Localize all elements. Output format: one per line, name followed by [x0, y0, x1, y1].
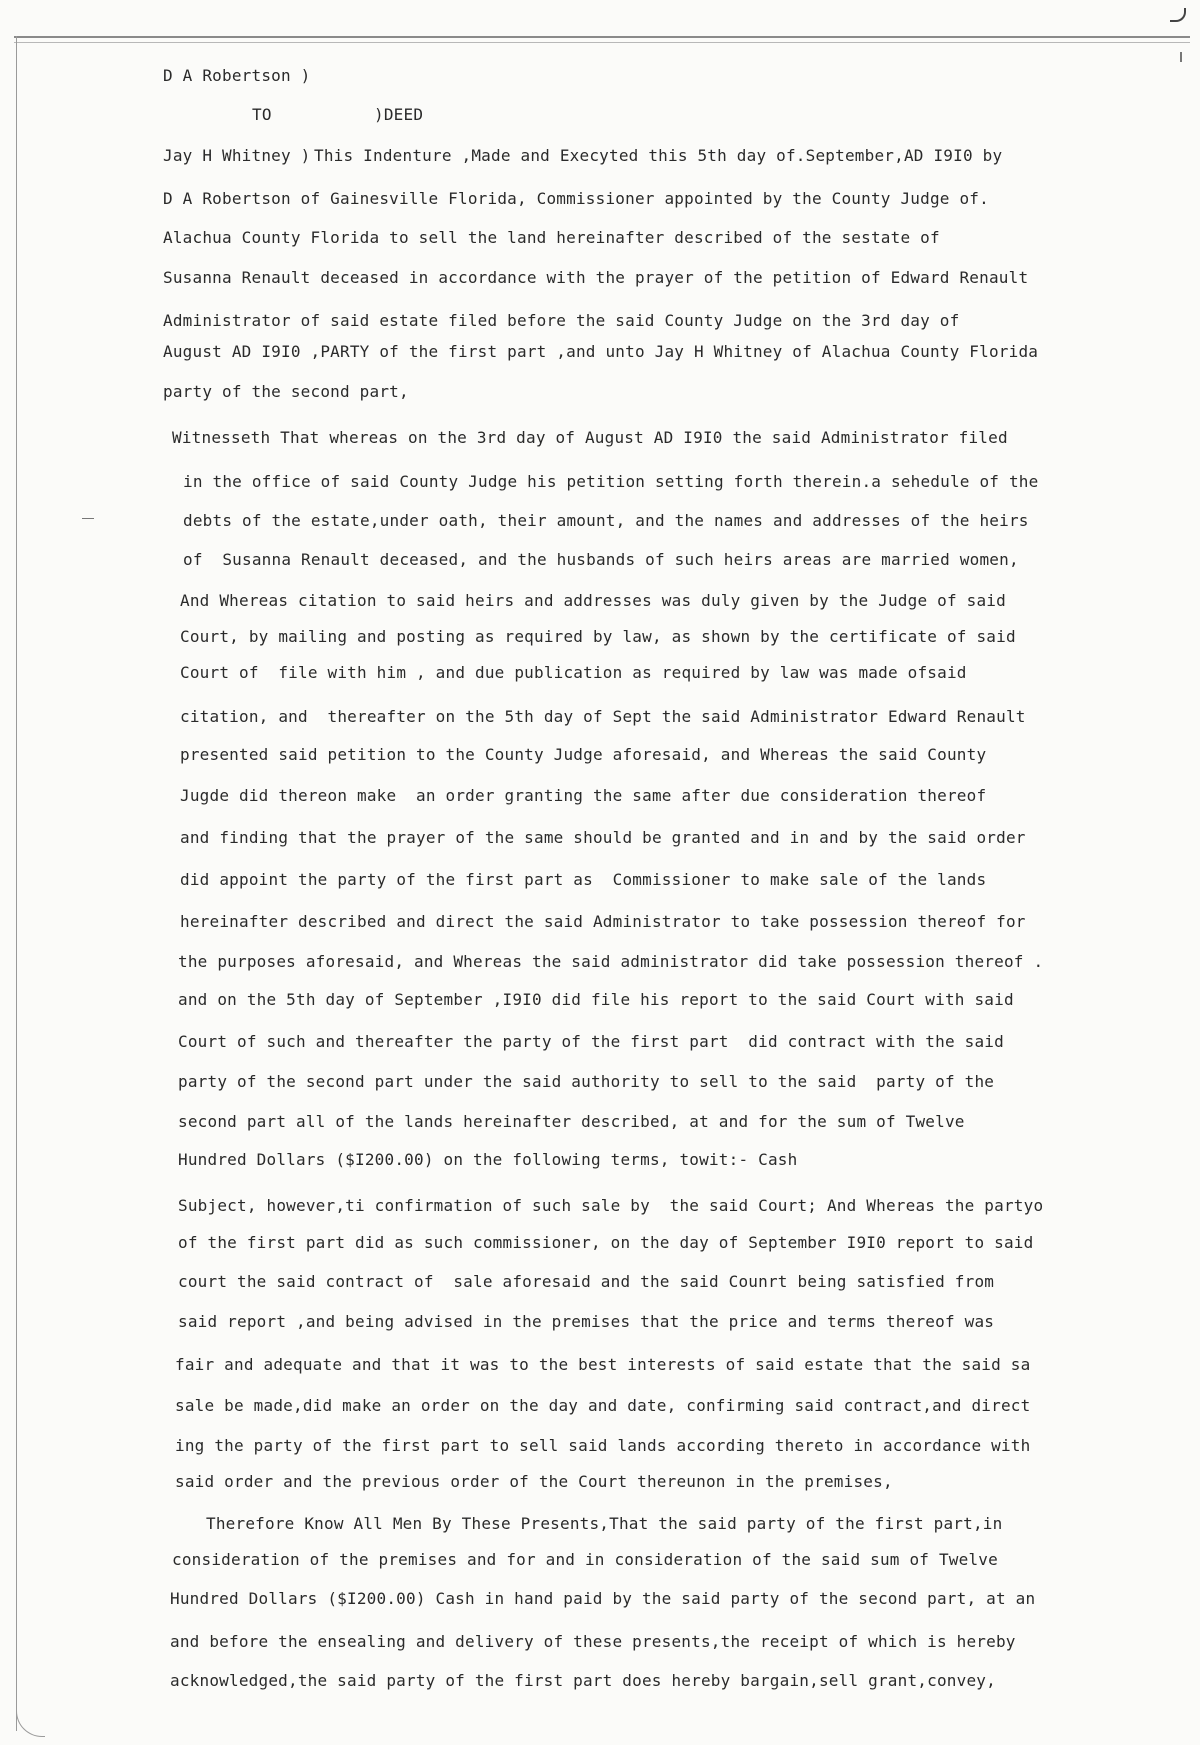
deed-line: ing the party of the first part to sell said lands according thereto in accordance with — [175, 1436, 1031, 1455]
deed-line: of Susanna Renault deceased, and the husbands of such heirs areas are married women, — [183, 550, 1019, 569]
deed-line: debts of the estate,under oath, their amount, and the names and addresses of the heirs — [183, 511, 1029, 530]
deed-line: hereinafter described and direct the said Administrator to take possession thereof for — [180, 912, 1026, 931]
deed-line: Therefore Know All Men By These Presents,That the said party of the first part,in — [206, 1514, 1003, 1533]
deed-line: Susanna Renault deceased in accordance with the prayer of the petition of Edward Renault — [163, 268, 1029, 287]
grantee-name: Jay H Whitney ) — [163, 146, 311, 165]
deed-line: in the office of said County Judge his petition setting forth therein.a sehedule of the — [183, 472, 1039, 491]
page-top-edge-inner — [14, 42, 1190, 43]
deed-line: and on the 5th day of September ,I9I0 did file his report to the said Court with said — [178, 990, 1014, 1009]
deed-line: presented said petition to the County Judge aforesaid, and Whereas the said County — [180, 745, 987, 764]
deed-line: fair and adequate and that it was to the best interests of said estate that the said sa — [175, 1355, 1031, 1374]
to-label: TO — [252, 105, 272, 124]
deed-line: Court of file with him , and due publication as required by law was made ofsaid — [180, 663, 967, 682]
deed-line: acknowledged,the said party of the first part does hereby bargain,sell grant,convey, — [170, 1671, 996, 1690]
deed-line: party of the second part under the said authority to sell to the said party of the — [178, 1072, 995, 1091]
deed-line: court the said contract of sale aforesaid and the said Counrt being satisfied from — [178, 1272, 995, 1291]
deed-line: Subject, however,ti confirmation of such sale by the said Court; And Whereas the partyo — [178, 1196, 1044, 1215]
deed-line: citation, and thereafter on the 5th day of Sept the said Administrator Edward Renault — [180, 707, 1026, 726]
deed-line: Hundred Dollars ($I200.00) on the following terms, towit:- Cash — [178, 1150, 798, 1169]
deed-line: Hundred Dollars ($I200.00) Cash in hand paid by the said party of the second part, at an — [170, 1589, 1036, 1608]
deed-line: and finding that the prayer of the same should be granted and in and by the said order — [180, 828, 1026, 847]
deed-label: )DEED — [374, 105, 424, 124]
deed-line: And Whereas citation to said heirs and addresses was duly given by the Judge of said — [180, 591, 1006, 610]
deed-line: This Indenture ,Made and Execyted this 5th day of.September,AD I9I0 by — [314, 146, 1003, 165]
deed-line: said report ,and being advised in the premises that the price and terms thereof was — [178, 1312, 995, 1331]
deed-line: Jugde did thereon make an order granting the same after due consideration thereof — [180, 786, 987, 805]
deed-line: of the first part did as such commissioner, on the day of September I9I0 report to said — [178, 1233, 1034, 1252]
deed-line: Court, by mailing and posting as required by law, as shown by the certificate of said — [180, 627, 1016, 646]
deed-line: said order and the previous order of the Court thereunon in the premises, — [175, 1472, 893, 1491]
deed-line: the purposes aforesaid, and Whereas the said administrator did take possession thereof . — [178, 952, 1044, 971]
page-corner-curl — [16, 1708, 45, 1737]
deed-line: sale be made,did make an order on the day and date, confirming said contract,and direct — [175, 1396, 1031, 1415]
deed-line: Witnesseth That whereas on the 3rd day of August AD I9I0 the said Administrator filed — [172, 428, 1008, 447]
deed-line: did appoint the party of the first part as Commissioner to make sale of the lands — [180, 870, 987, 889]
deed-line: party of the second part, — [163, 382, 409, 401]
deed-line: D A Robertson of Gainesville Florida, Commissioner appointed by the County Judge of. — [163, 189, 989, 208]
margin-mark — [82, 518, 94, 519]
deed-line: August AD I9I0 ,PARTY of the first part ,and unto Jay H Whitney of Alachua County Florida — [163, 342, 1039, 361]
page-top-edge — [14, 36, 1190, 38]
deed-line: consideration of the premises and for and in consideration of the said sum of Twelve — [172, 1550, 998, 1569]
deed-line: second part all of the lands hereinafter described, at and for the sum of Twelve — [178, 1112, 965, 1131]
deed-line: and before the ensealing and delivery of these presents,the receipt of which is hereby — [170, 1632, 1016, 1651]
grantor-name: D A Robertson ) — [163, 66, 311, 85]
corner-pen-mark — [1170, 8, 1186, 22]
page-left-edge — [16, 36, 17, 1731]
deed-line: Administrator of said estate filed before the said County Judge on the 3rd day of — [163, 311, 960, 330]
deed-line: Court of such and thereafter the party of the first part did contract with the said — [178, 1032, 1004, 1051]
margin-mark — [1180, 52, 1182, 62]
deed-line: Alachua County Florida to sell the land hereinafter described of the sestate of — [163, 228, 940, 247]
